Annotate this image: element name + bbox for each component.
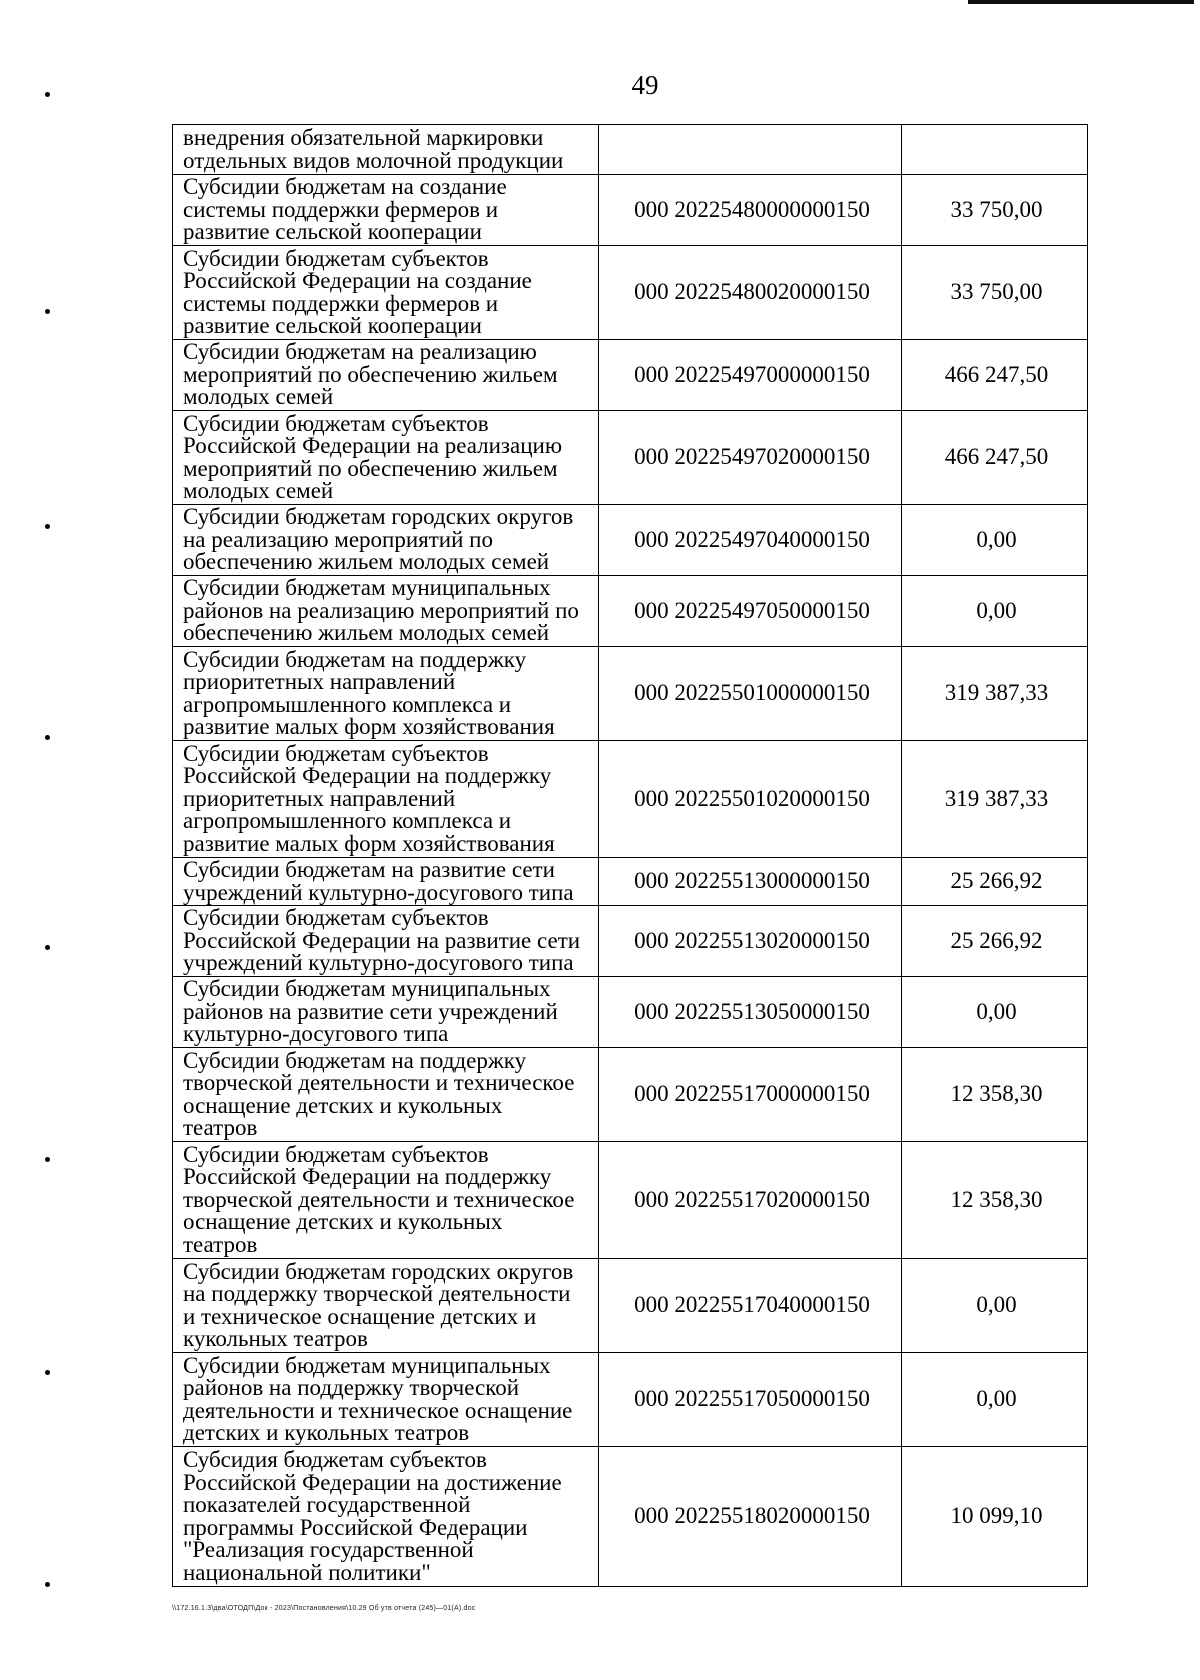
binding-hole-mark bbox=[45, 524, 50, 529]
row-description: внедрения обязательной маркировки отдельных видов молочной продукции bbox=[173, 125, 599, 175]
row-budget-code: 000 20225518020000150 bbox=[599, 1447, 902, 1587]
row-description: Субсидии бюджетам субъектов Российской Федерации на поддержку приоритетных направлений агропромышленного комплекса и развитие малых форм хозяйствования bbox=[173, 741, 599, 858]
table-row bbox=[173, 1259, 1088, 1353]
row-amount: 0,00 bbox=[902, 977, 1088, 1048]
row-budget-code: 000 20225497050000150 bbox=[599, 576, 902, 647]
row-budget-code: 000 20225497040000150 bbox=[599, 505, 902, 576]
table-row bbox=[173, 647, 1088, 741]
row-description: Субсидии бюджетам субъектов Российской Федерации на реализацию мероприятий по обеспечению жильем молодых семей bbox=[173, 411, 599, 505]
row-budget-code: 000 20225480020000150 bbox=[599, 246, 902, 340]
table-row bbox=[173, 1353, 1088, 1447]
table-row bbox=[173, 576, 1088, 647]
row-description: Субсидии бюджетам на развитие сети учреждений культурно-досугового типа bbox=[173, 858, 599, 906]
table-row bbox=[173, 411, 1088, 505]
table-row bbox=[173, 1447, 1088, 1587]
binding-hole-mark bbox=[45, 1157, 50, 1162]
table-row bbox=[173, 175, 1088, 246]
row-budget-code: 000 20225517020000150 bbox=[599, 1142, 902, 1259]
row-budget-code: 000 20225517040000150 bbox=[599, 1259, 902, 1353]
binding-hole-mark bbox=[45, 945, 50, 950]
table-row bbox=[173, 858, 1088, 906]
row-description: Субсидии бюджетам на поддержку приоритетных направлений агропромышленного комплекса и развитие малых форм хозяйствования bbox=[173, 647, 599, 741]
table-row bbox=[173, 246, 1088, 340]
row-amount: 33 750,00 bbox=[902, 246, 1088, 340]
row-amount: 319 387,33 bbox=[902, 741, 1088, 858]
row-description: Субсидии бюджетам на реализацию мероприятий по обеспечению жильем молодых семей bbox=[173, 340, 599, 411]
row-amount: 319 387,33 bbox=[902, 647, 1088, 741]
row-amount: 0,00 bbox=[902, 1353, 1088, 1447]
row-amount: 12 358,30 bbox=[902, 1142, 1088, 1259]
row-amount: 466 247,50 bbox=[902, 340, 1088, 411]
table-row bbox=[173, 741, 1088, 858]
table-row bbox=[173, 906, 1088, 977]
binding-hole-mark bbox=[45, 92, 50, 97]
binding-hole-mark bbox=[45, 1582, 50, 1587]
row-description: Субсидии бюджетам субъектов Российской Федерации на поддержку творческой деятельности и техническое оснащение детских и кукольных театров bbox=[173, 1142, 599, 1259]
row-description: Субсидии бюджетам на поддержку творческой деятельности и техническое оснащение детских и кукольных театров bbox=[173, 1048, 599, 1142]
row-budget-code bbox=[599, 125, 902, 175]
row-description: Субсидии бюджетам субъектов Российской Федерации на создание системы поддержки фермеров и развитие сельской кооперации bbox=[173, 246, 599, 340]
row-budget-code: 000 20225513000000150 bbox=[599, 858, 902, 906]
table-row bbox=[173, 125, 1088, 175]
binding-hole-mark bbox=[45, 309, 50, 314]
row-amount: 466 247,50 bbox=[902, 411, 1088, 505]
row-amount: 12 358,30 bbox=[902, 1048, 1088, 1142]
row-description: Субсидии бюджетам на создание системы поддержки фермеров и развитие сельской кооперации bbox=[173, 175, 599, 246]
table-row bbox=[173, 505, 1088, 576]
row-amount: 33 750,00 bbox=[902, 175, 1088, 246]
binding-hole-mark bbox=[45, 735, 50, 740]
scan-edge-line bbox=[968, 0, 1194, 4]
row-budget-code: 000 20225497020000150 bbox=[599, 411, 902, 505]
row-budget-code: 000 20225501020000150 bbox=[599, 741, 902, 858]
row-amount: 0,00 bbox=[902, 1259, 1088, 1353]
row-amount: 25 266,92 bbox=[902, 906, 1088, 977]
row-budget-code: 000 20225497000000150 bbox=[599, 340, 902, 411]
row-amount: 10 099,10 bbox=[902, 1447, 1088, 1587]
row-description: Субсидия бюджетам субъектов Российской Федерации на достижение показателей государственной программы Российской Федерации "Реализация государственной национальной политики" bbox=[173, 1447, 599, 1587]
table-row bbox=[173, 977, 1088, 1048]
footer-file-path: \\172.16.1.3\два\ОТОДП\Док - 2023\Постановления\10.29 Об утв отчета (245)—01(А).doc bbox=[172, 1605, 476, 1612]
row-budget-code: 000 20225513020000150 bbox=[599, 906, 902, 977]
row-description: Субсидии бюджетам муниципальных районов на реализацию мероприятий по обеспечению жильем молодых семей bbox=[173, 576, 599, 647]
table-row bbox=[173, 1048, 1088, 1142]
row-description: Субсидии бюджетам муниципальных районов на поддержку творческой деятельности и техническое оснащение детских и кукольных театров bbox=[173, 1353, 599, 1447]
row-description: Субсидии бюджетам субъектов Российской Федерации на развитие сети учреждений культурно-досугового типа bbox=[173, 906, 599, 977]
table-row bbox=[173, 1142, 1088, 1259]
row-amount: 0,00 bbox=[902, 505, 1088, 576]
budget-table bbox=[172, 124, 1088, 1587]
row-description: Субсидии бюджетам муниципальных районов на развитие сети учреждений культурно-досугового типа bbox=[173, 977, 599, 1048]
row-description: Субсидии бюджетам городских округов на поддержку творческой деятельности и техническое оснащение детских и кукольных театров bbox=[173, 1259, 599, 1353]
row-budget-code: 000 20225517000000150 bbox=[599, 1048, 902, 1142]
row-amount bbox=[902, 125, 1088, 175]
row-amount: 0,00 bbox=[902, 576, 1088, 647]
page-number: 49 bbox=[631, 70, 659, 100]
row-amount: 25 266,92 bbox=[902, 858, 1088, 906]
table-row bbox=[173, 340, 1088, 411]
row-budget-code: 000 20225513050000150 bbox=[599, 977, 902, 1048]
row-budget-code: 000 20225480000000150 bbox=[599, 175, 902, 246]
row-description: Субсидии бюджетам городских округов на реализацию мероприятий по обеспечению жильем молодых семей bbox=[173, 505, 599, 576]
binding-hole-mark bbox=[45, 1370, 50, 1375]
row-budget-code: 000 20225501000000150 bbox=[599, 647, 902, 741]
row-budget-code: 000 20225517050000150 bbox=[599, 1353, 902, 1447]
